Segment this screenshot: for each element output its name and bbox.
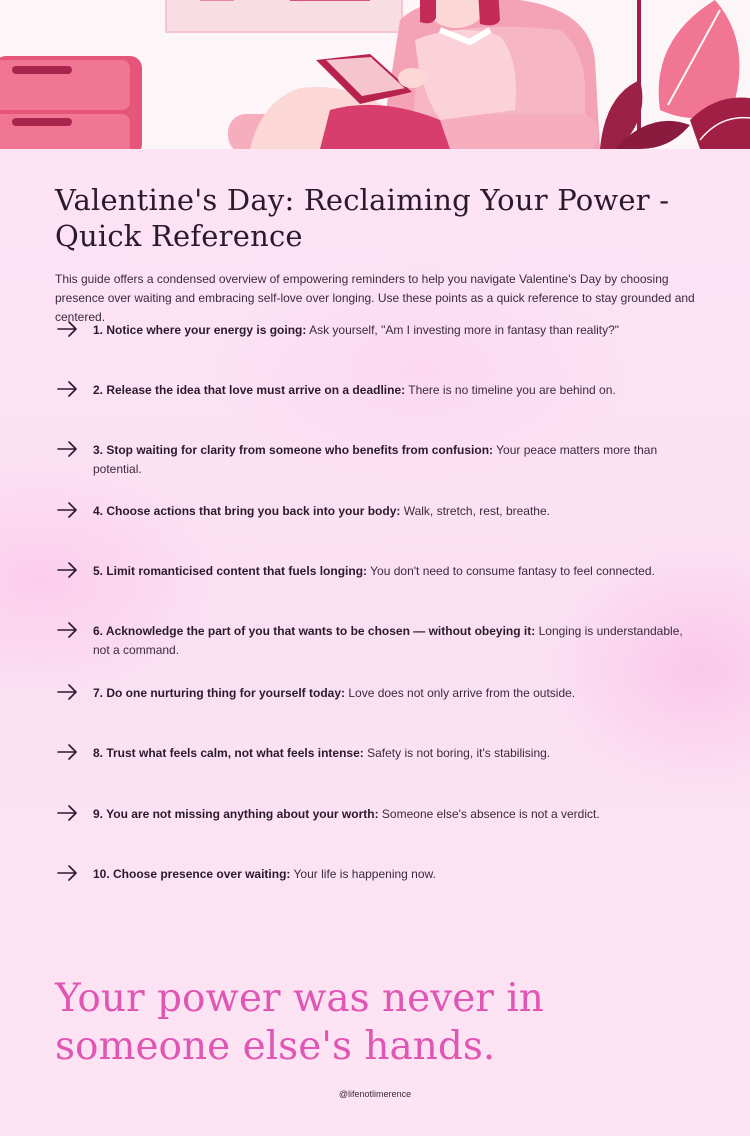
intro-paragraph: This guide offers a condensed overview of empowering reminders to help you navigate Valentine's Day by choosing presence over waiting and embracing self-love over longing. Use these points as a quick reference to stay grounded and centered.: [55, 272, 695, 324]
list-item-heading: 8. Trust what feels calm, not what feels intense:: [93, 746, 364, 760]
list-item-description: Longing is understandable, not a command.: [93, 624, 683, 657]
list-item: [55, 682, 695, 722]
list-item: [55, 500, 695, 540]
list-item-description: Your life is happening now.: [293, 867, 436, 881]
page-title: Valentine's Day: Reclaiming Your Power - Quick Reference: [55, 183, 670, 253]
right-arrow-icon: [57, 320, 79, 338]
list-item-text: [93, 744, 683, 763]
list-item-description: Your peace matters more than potential.: [93, 443, 658, 476]
list-item: [55, 560, 695, 600]
right-arrow-icon: [57, 864, 79, 882]
list-item-heading: 4. Choose actions that bring you back into your body:: [93, 504, 401, 518]
list-item-heading: 2. Release the idea that love must arrive on a deadline:: [93, 383, 406, 397]
list-item: [55, 439, 695, 479]
list-item-text: [93, 562, 683, 581]
woman-reading-illustration: [0, 0, 750, 149]
list-item-heading: 5. Limit romanticised content that fuels longing:: [93, 564, 368, 578]
list-item-heading: 10. Choose presence over waiting:: [93, 867, 291, 881]
list-item-heading: 9. You are not missing anything about your worth:: [93, 807, 379, 821]
list-item-heading: 7. Do one nurturing thing for yourself today:: [93, 686, 345, 700]
list-item-heading: 1. Notice where your energy is going:: [93, 323, 307, 337]
list-item-text: [93, 441, 683, 479]
social-handle: @lifenotlimerence: [338, 1089, 412, 1099]
list-item-description: Safety is not boring, it's stabilising.: [367, 746, 551, 760]
list-item-description: Walk, stretch, rest, breathe.: [403, 504, 550, 518]
list-item-heading: 3. Stop waiting for clarity from someone who benefits from confusion:: [93, 443, 494, 457]
list-item-text: [93, 502, 683, 521]
list-item: [55, 319, 695, 359]
right-arrow-icon: [57, 501, 79, 519]
right-arrow-icon: [57, 804, 79, 822]
list-item-text: [93, 321, 683, 340]
right-arrow-icon: [57, 440, 79, 458]
list-item-heading: 6. Acknowledge the part of you that wants to be chosen — without obeying it:: [93, 624, 536, 638]
list-item-description: Someone else's absence is not a verdict.: [381, 807, 600, 821]
right-arrow-icon: [57, 743, 79, 761]
list-item-text: [93, 381, 683, 400]
list-item-text: [93, 622, 683, 660]
list-item-text: [93, 684, 683, 703]
right-arrow-icon: [57, 380, 79, 398]
header-illustration: [0, 0, 750, 149]
right-arrow-icon: [57, 683, 79, 701]
list-item-description: There is no timeline you are behind on.: [408, 383, 616, 397]
list-item-description: You don't need to consume fantasy to feel connected.: [370, 564, 655, 578]
closing-quote: Your power was never in someone else's hands.: [55, 976, 544, 1069]
list-item-description: Love does not only arrive from the outside.: [348, 686, 576, 700]
list-item: [55, 620, 695, 660]
reference-content: [0, 149, 750, 1136]
list-item: [55, 863, 695, 903]
list-item: [55, 742, 695, 782]
list-item-description: Ask yourself, "Am I investing more in fantasy than reality?": [309, 323, 620, 337]
list-item-text: [93, 805, 683, 824]
right-arrow-icon: [57, 621, 79, 639]
list-item: [55, 803, 695, 843]
list-item-text: [93, 865, 683, 884]
right-arrow-icon: [57, 561, 79, 579]
list-item: [55, 379, 695, 419]
